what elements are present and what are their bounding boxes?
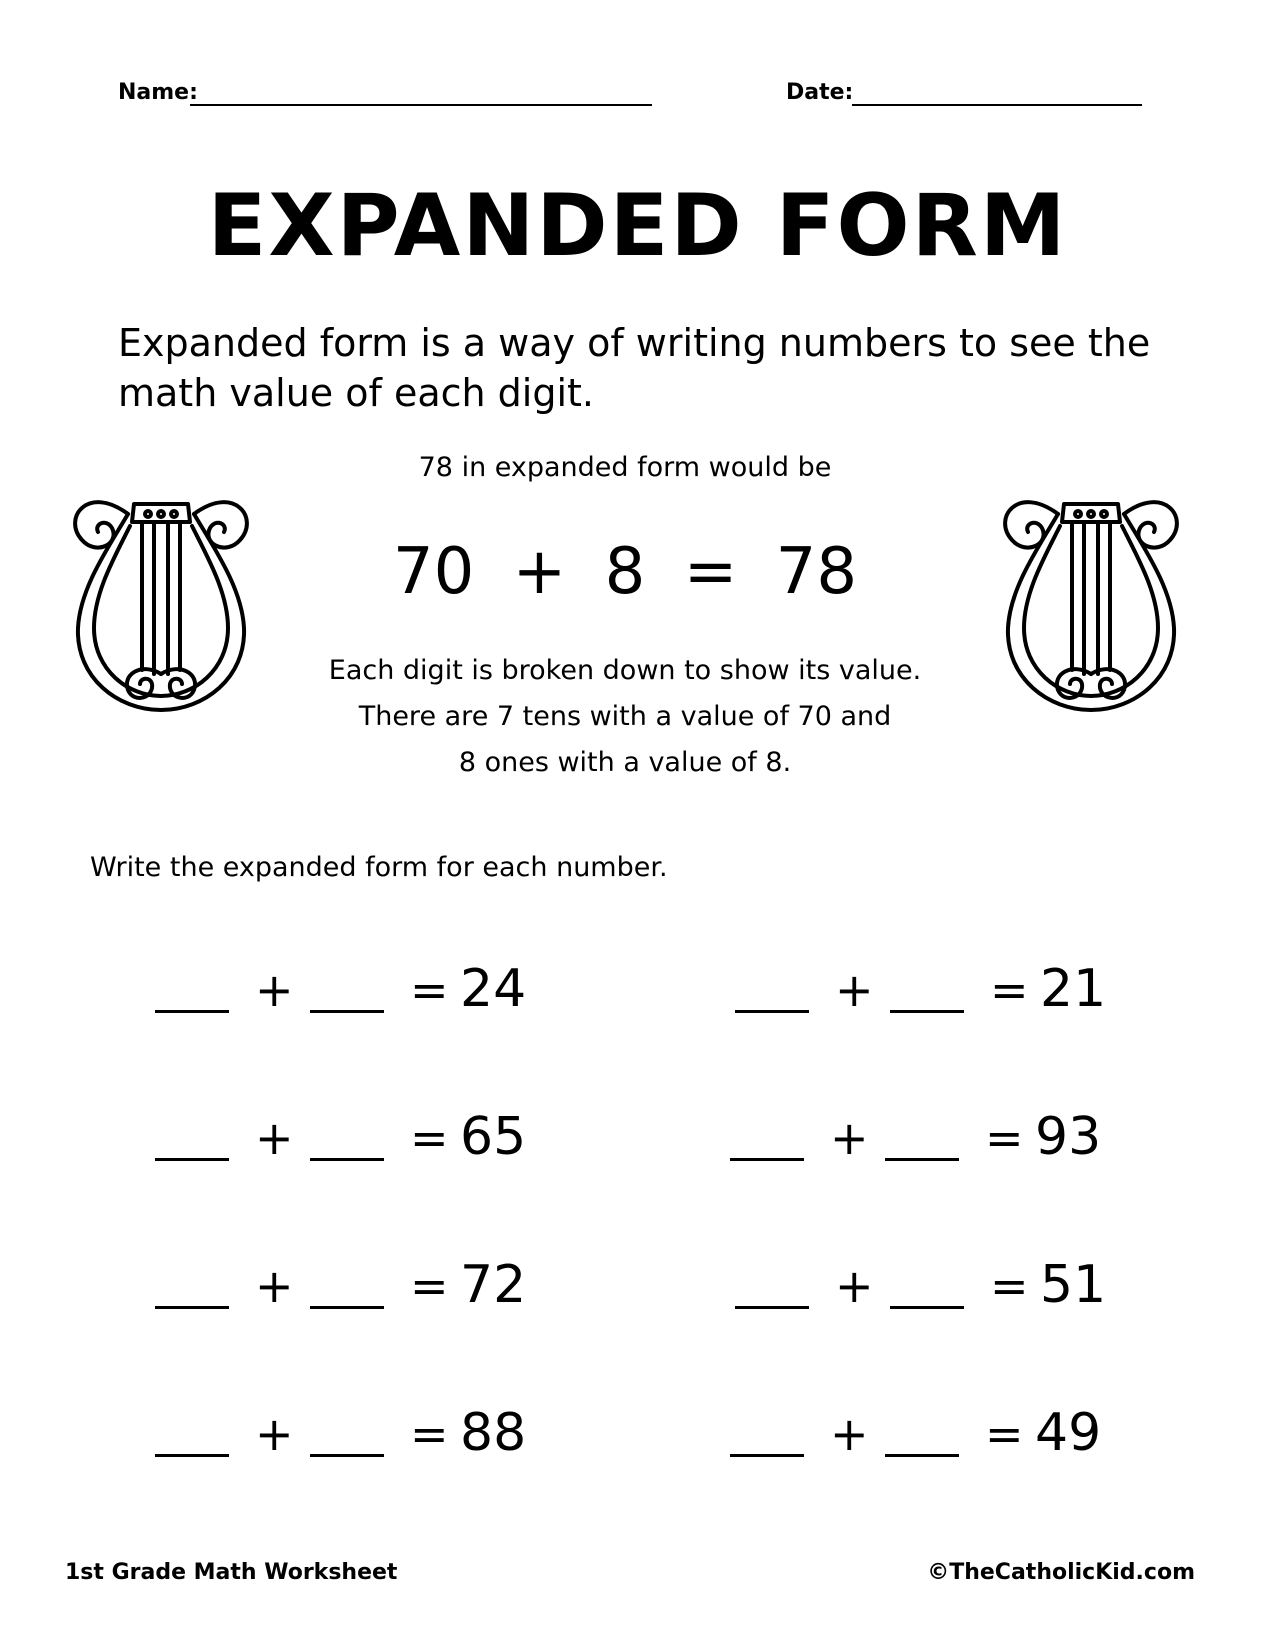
equals-sign: =	[410, 1259, 449, 1313]
example-equation: 70 + 8 = 78	[392, 535, 858, 609]
footer-right: ©TheCatholicKid.com	[927, 1560, 1195, 1585]
target-number: 93	[1035, 1107, 1102, 1167]
example-explanation	[240, 648, 1010, 786]
target-number: 49	[1035, 1403, 1102, 1463]
answer-blank-ones[interactable]	[885, 1454, 959, 1457]
name-field[interactable]	[190, 104, 652, 106]
answer-blank-ones[interactable]	[310, 1158, 384, 1161]
plus-sign: +	[255, 1111, 294, 1165]
plus-sign: +	[255, 1407, 294, 1461]
explanation-line: There are 7 tens with a value of 70 and	[358, 701, 892, 732]
equals-sign: =	[410, 963, 449, 1017]
answer-blank-tens[interactable]	[155, 1454, 229, 1457]
equals-sign: =	[410, 1111, 449, 1165]
problem-row	[155, 1399, 585, 1479]
name-label: Name:	[118, 80, 198, 105]
answer-blank-ones[interactable]	[310, 1454, 384, 1457]
answer-blank-tens[interactable]	[735, 1306, 809, 1309]
plus-sign: +	[255, 963, 294, 1017]
explanation-line: Each digit is broken down to show its value.	[328, 655, 922, 686]
equals-sign: =	[985, 1111, 1024, 1165]
problem-row	[730, 1399, 1160, 1479]
equals-sign: =	[985, 1407, 1024, 1461]
target-number: 88	[460, 1403, 527, 1463]
target-number: 65	[460, 1107, 527, 1167]
target-number: 24	[460, 959, 527, 1019]
target-number: 72	[460, 1255, 527, 1315]
answer-blank-tens[interactable]	[155, 1158, 229, 1161]
problem-row	[735, 955, 1165, 1035]
plus-sign: +	[830, 1407, 869, 1461]
lyre-icon	[68, 478, 254, 728]
problem-row	[155, 1251, 585, 1331]
instruction-text: Write the expanded form for each number.	[90, 852, 668, 883]
answer-blank-ones[interactable]	[310, 1010, 384, 1013]
answer-blank-ones[interactable]	[890, 1010, 964, 1013]
answer-blank-ones[interactable]	[890, 1306, 964, 1309]
explanation-line: 8 ones with a value of 8.	[458, 747, 792, 778]
plus-sign: +	[835, 963, 874, 1017]
answer-blank-ones[interactable]	[885, 1158, 959, 1161]
plus-sign: +	[830, 1111, 869, 1165]
answer-blank-ones[interactable]	[310, 1306, 384, 1309]
plus-sign: +	[255, 1259, 294, 1313]
intro-text: Expanded form is a way of writing numbers to see the math value of each digit.	[118, 321, 1151, 415]
example-intro: 78 in expanded form would be	[418, 452, 832, 483]
problem-row	[730, 1103, 1160, 1183]
plus-sign: +	[835, 1259, 874, 1313]
date-label: Date:	[786, 80, 854, 105]
problem-row	[155, 955, 585, 1035]
equals-sign: =	[410, 1407, 449, 1461]
footer-left: 1st Grade Math Worksheet	[65, 1560, 398, 1585]
equals-sign: =	[990, 1259, 1029, 1313]
lyre-icon	[998, 478, 1184, 728]
answer-blank-tens[interactable]	[730, 1158, 804, 1161]
answer-blank-tens[interactable]	[730, 1454, 804, 1457]
target-number: 51	[1040, 1255, 1107, 1315]
answer-blank-tens[interactable]	[155, 1306, 229, 1309]
answer-blank-tens[interactable]	[735, 1010, 809, 1013]
target-number: 21	[1040, 959, 1107, 1019]
problem-row	[735, 1251, 1165, 1331]
answer-blank-tens[interactable]	[155, 1010, 229, 1013]
equals-sign: =	[990, 963, 1029, 1017]
problem-row	[155, 1103, 585, 1183]
date-field[interactable]	[852, 104, 1142, 106]
page-title: EXPANDED FORM	[207, 176, 1068, 276]
